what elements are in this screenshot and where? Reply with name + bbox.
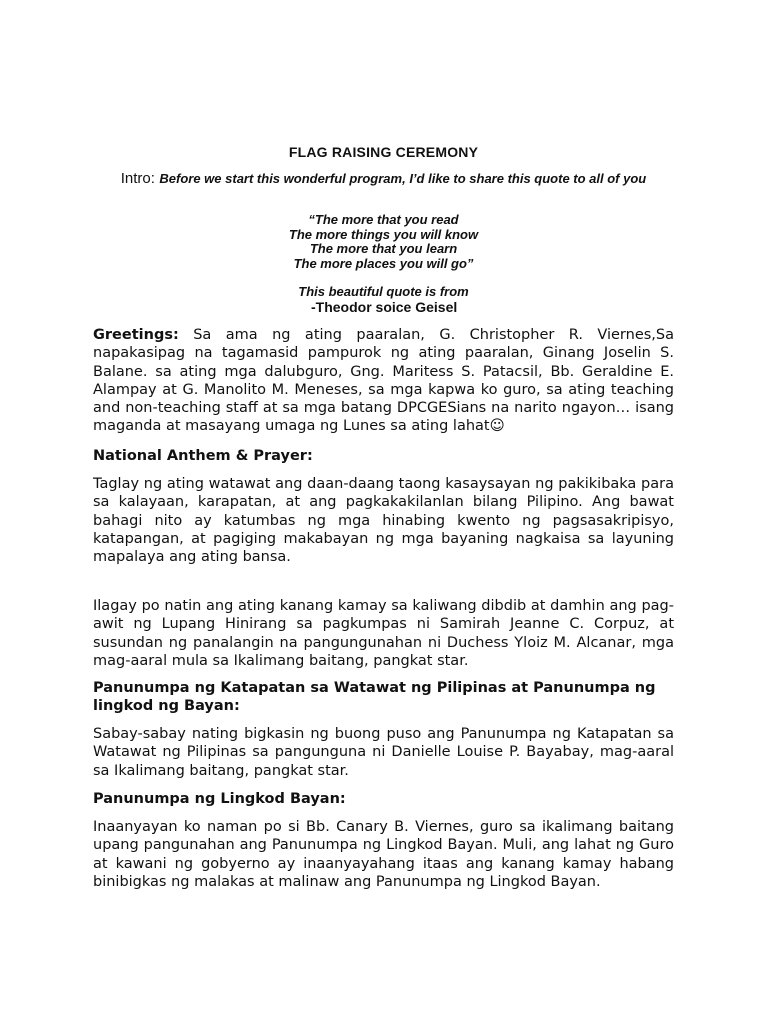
anthem-paragraph-2: Ilagay po natin ang ating kanang kamay sa kaliwang dibdib at damhin ang pag-awit ng Lupang Hinirang sa pagkumpas ni Samirah Jeanne C. Corpuz, at susundan ng panalangin na pangungunahan ni Duchess Yloiz M. Alcanar, mga mag-aaral mula sa Ikalimang baitang, pangkat star. — [93, 598, 674, 669]
greetings-label: Greetings: — [93, 327, 179, 343]
quote-author: -Theodor soice Geisel — [311, 299, 458, 315]
quote-line: “The more that you read — [308, 212, 459, 227]
pledge-paragraph: Sabay-sabay nating bigkasin ng buong puso ang Panunumpa ng Katapatan sa Watawat ng Pilipinas sa pangunguna ni Danielle Louise P. Bayabay, mag-aaral sa Ikalimang baitang, pangkat star. — [93, 726, 674, 779]
greetings-text: Sa ama ng ating paaralan, G. Christopher R. Viernes,Sa napakasipag na tagamasid pampurok ng ating paaralan, Ginang Joselin S. Balane. sa ating mga dalubguro, Gng. Maritess S. Patacsil, Bb. Geraldine E. Alampay at G. Manolito M. Meneses, sa mga kapwa ko guro, sa ating teaching and non-teaching staff at sa mga batang DPCGESians na narito ngayon… isang maganda at masayang umaga ng Lunes sa ating lahat☺ — [93, 327, 675, 435]
anthem-paragraph-1: Taglay ng ating watawat ang daan-daang taong kasaysayan ng pakikibaka para sa kalayaan, karapatan, at ang pagkakakilanlan bilang Pilipino. Ang bawat bahagi nito ay katumbas ng mga hinabing kwento ng pagsasakripisyo, katapangan, at pagiging makabayan ng mga bayaning nagkaisa sa layuning mapalaya ang ating bansa. — [93, 476, 674, 566]
quote-poem — [93, 213, 674, 272]
intro-text: Before we start this wonderful program, I’d like to share this quote to all of you — [159, 171, 647, 186]
intro-block — [93, 170, 674, 187]
quote-line: The more things you will know — [288, 226, 479, 242]
greetings-paragraph — [93, 326, 674, 436]
document-title: FLAG RAISING CEREMONY — [288, 144, 479, 160]
intro-label: Intro: — [120, 170, 155, 187]
civil-service-paragraph: Inaanyayan ko naman po si Bb. Canary B. Viernes, guro sa ikalimang baitang upang pangunahan ang Panunumpa ng Lingkod Bayan. Muli, ang lahat ng Guro at kawani ng gobyerno ay inaanyayahang itaas ang kanang kamay habang binibigkas ng malakas at malinaw ang Panunumpa ng Lingkod Bayan. — [93, 819, 674, 890]
civil-service-heading: Panunumpa ng Lingkod Bayan: — [93, 791, 346, 807]
quote-line: The more places you will go” — [293, 256, 474, 272]
pledge-heading: Panunumpa ng Katapatan sa Watawat ng Pilipinas at Panunumpa ng lingkod ng Bayan: — [93, 680, 656, 715]
quote-line: The more that you learn — [309, 241, 458, 257]
quote-source-text: This beautiful quote is from — [298, 284, 469, 299]
anthem-heading: National Anthem & Prayer: — [93, 448, 313, 464]
